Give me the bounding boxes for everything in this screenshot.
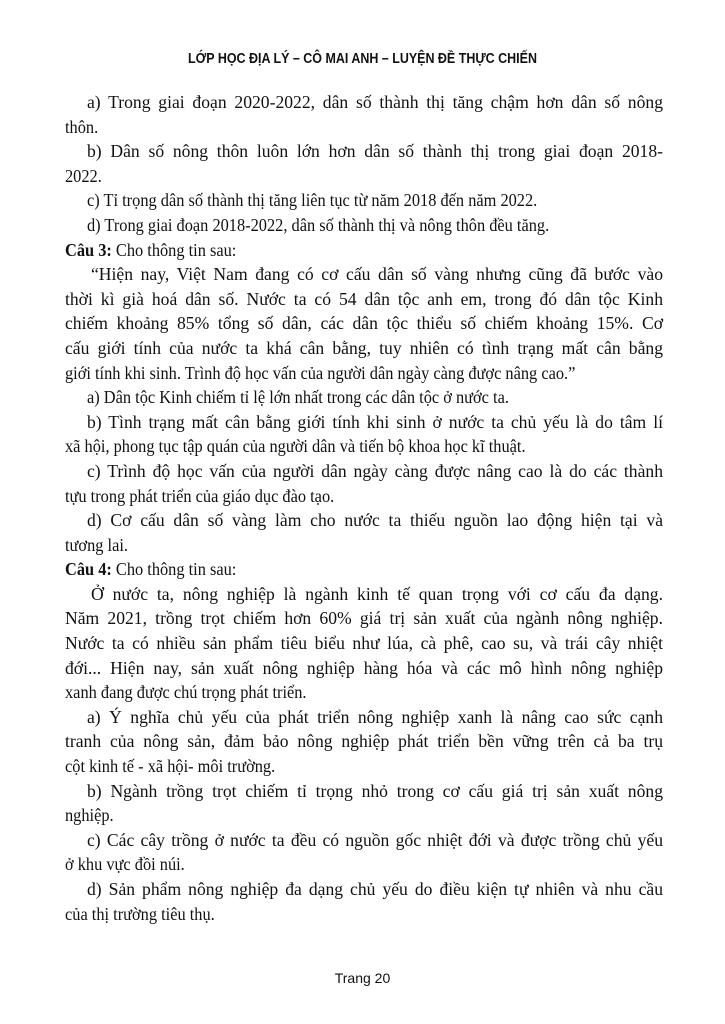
text-line — [65, 188, 663, 213]
line-text: a) Dân tộc Kinh chiếm tỉ lệ lớn nhất trong các dân tộc ở nước ta. — [87, 387, 509, 408]
line-text: Năm 2021, trồng trọt chiếm hơn 60% giá trị sản xuất của ngành nông nghiệp. — [65, 608, 663, 629]
text-line — [65, 361, 663, 386]
text-line — [65, 139, 663, 164]
text-line — [65, 803, 663, 828]
line-text: đới... Hiện nay, sản xuất nông nghiệp hàng hóa và các mô hình nông nghiệp — [65, 657, 663, 678]
line-text: tranh của nông sản, đảm bảo nông nghiệp phát triển bền vững trên cả ba trụ — [65, 731, 663, 752]
line-text: b) Dân số nông thôn luôn lớn hơn dân số thành thị trong giai đoạn 2018- — [87, 141, 663, 162]
text-line — [65, 115, 663, 140]
text-line — [65, 164, 663, 189]
line-text: thời kì già hoá dân số. Nước ta có 54 dân tộc anh em, trong đó dân tộc Kinh — [65, 288, 663, 309]
text-line — [65, 582, 663, 607]
question-heading — [65, 557, 663, 582]
line-text: Ở nước ta, nông nghiệp là ngành kinh tế quan trọng với cơ cấu đa dạng. — [91, 583, 663, 604]
line-text: a) Trong giai đoạn 2020-2022, dân số thành thị tăng chậm hơn dân số nông — [87, 92, 663, 112]
text-line — [65, 606, 663, 631]
question-label: Câu 3: — [65, 239, 112, 260]
line-text: Nước ta có nhiều sản phẩm tiêu biểu như lúa, cà phê, cao su, và trái cây nhiệt — [65, 633, 663, 654]
text-line — [65, 213, 663, 238]
line-text: d) Trong giai đoạn 2018-2022, dân số thành thị và nông thôn đều tăng. — [87, 214, 550, 235]
question-prompt: Cho thông tin sau: — [111, 559, 237, 580]
line-text: xanh đang được chú trọng phát triển. — [65, 682, 307, 703]
text-line — [65, 262, 663, 287]
text-line — [65, 484, 663, 509]
text-line — [65, 287, 663, 312]
line-text: c) Tỉ trọng dân số thành thị tăng liên tục từ năm 2018 đến năm 2022. — [87, 190, 538, 211]
line-text: c) Các cây trồng ở nước ta đều có nguồn gốc nhiệt đới và được trồng chủ yếu — [87, 829, 663, 850]
text-line — [65, 902, 663, 927]
line-text: tựu trong phát triển của giáo dục đào tạo. — [65, 485, 335, 506]
text-line — [65, 90, 663, 115]
line-text: xã hội, phong tục tập quán của người dân và tiến bộ khoa học kĩ thuật. — [65, 436, 526, 457]
line-text: cột kinh tế - xã hội- môi trường. — [65, 756, 276, 777]
text-line — [65, 410, 663, 435]
text-line — [65, 459, 663, 484]
line-text: “Hiện nay, Việt Nam đang có cơ cấu dân số vàng nhưng cũng đã bước vào — [91, 264, 663, 285]
line-text: d) Sản phẩm nông nghiệp đa dạng chủ yếu do điều kiện tự nhiên và nhu cầu — [87, 879, 663, 899]
line-text: thôn. — [65, 116, 99, 137]
line-text: d) Cơ cấu dân số vàng làm cho nước ta thiếu nguồn lao động hiện tại và — [87, 510, 663, 531]
line-text: giới tính khi sinh. Trình độ học vấn của người dân ngày càng được nâng cao.” — [65, 362, 576, 383]
line-text: ở khu vực đồi núi. — [65, 854, 185, 875]
line-text: a) Ý nghĩa chủ yếu của phát triển nông nghiệp xanh là nâng cao sức cạnh — [87, 706, 663, 727]
line-text: b) Ngành trồng trọt chiếm tỉ trọng nhỏ trong cơ cấu giá trị sản xuất nông — [87, 780, 663, 801]
page-header-title: LỚP HỌC ĐỊA LÝ – CÔ MAI ANH – LUYỆN ĐỀ THỰC CHIẾN — [188, 51, 537, 67]
text-line — [65, 385, 663, 410]
text-line — [65, 508, 663, 533]
line-text: tương lai. — [65, 534, 128, 555]
line-text: c) Trình độ học vấn của người dân ngày càng được nâng cao là do các thành — [87, 460, 663, 481]
text-line — [65, 336, 663, 361]
question-heading-text — [65, 557, 236, 582]
text-line — [65, 656, 663, 681]
text-line — [65, 311, 663, 336]
text-line — [65, 680, 663, 705]
question-heading-text — [65, 238, 236, 263]
line-text: của thị trường tiêu thụ. — [65, 903, 215, 924]
text-line — [65, 754, 663, 779]
question-heading — [65, 238, 663, 263]
text-line — [65, 852, 663, 877]
text-line — [65, 877, 663, 902]
text-line — [65, 631, 663, 656]
document-body — [65, 90, 663, 926]
line-text: nghiệp. — [65, 805, 114, 826]
line-text: b) Tình trạng mất cân bằng giới tính khi sinh ở nước ta chủ yếu là do tâm lí — [87, 411, 663, 432]
text-line — [65, 705, 663, 730]
line-text: 2022. — [65, 165, 102, 186]
text-line — [65, 729, 663, 754]
text-line — [65, 533, 663, 558]
text-line — [65, 828, 663, 853]
text-line — [65, 779, 663, 804]
text-line — [65, 434, 663, 459]
question-label: Câu 4: — [65, 559, 112, 580]
line-text: chiếm khoảng 85% tổng số dân, các dân tộc thiểu số chiếm khoảng 15%. Cơ — [65, 313, 663, 334]
page-number: Trang 20 — [334, 970, 391, 986]
question-prompt: Cho thông tin sau: — [111, 239, 237, 260]
line-text: cấu giới tính của nước ta khá cân bằng, tuy nhiên có tình trạng mất cân bằng — [65, 337, 663, 358]
